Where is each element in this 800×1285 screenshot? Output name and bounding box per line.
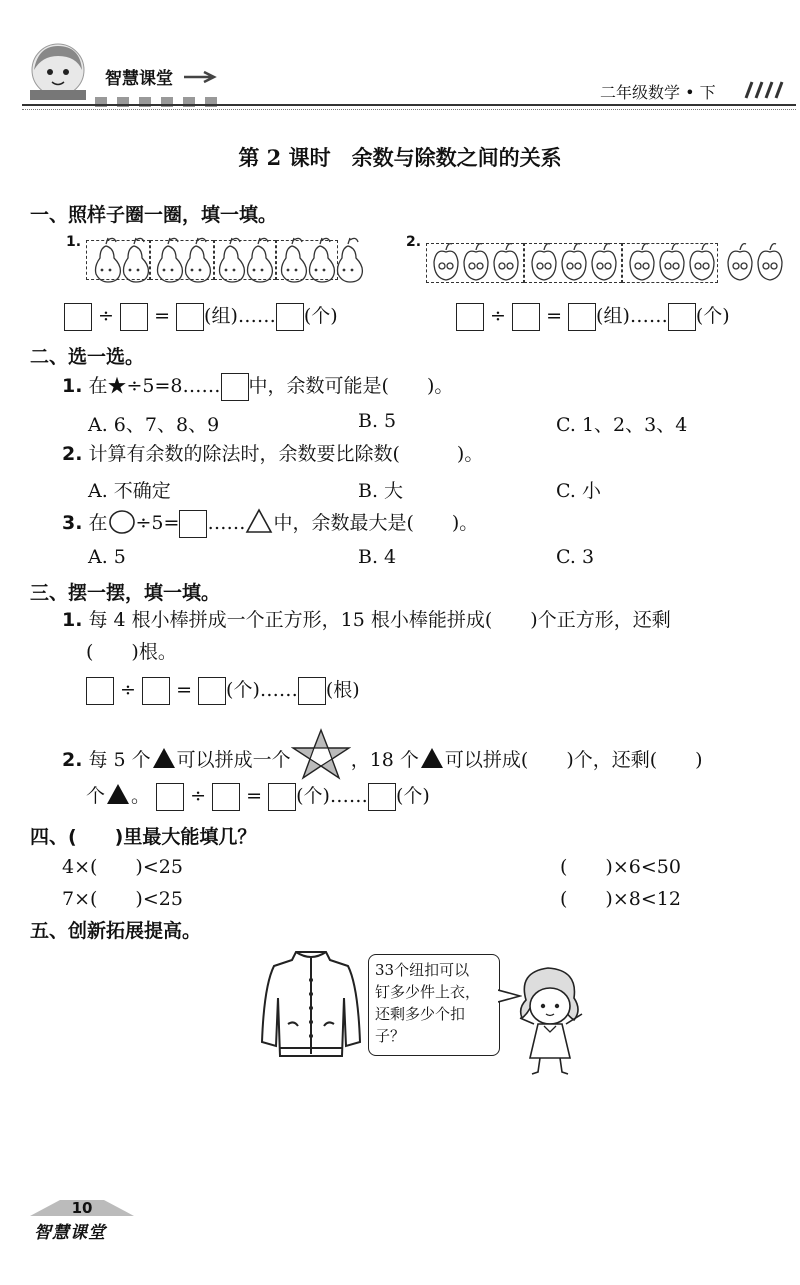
section2-heading: 二、选一选。 (30, 346, 145, 368)
s3-q1-line2: ( )根。 (86, 641, 177, 663)
answer-box[interactable] (179, 510, 207, 538)
s2-q3-option-b[interactable]: B. 4 (358, 546, 397, 568)
circle-icon (108, 509, 136, 535)
arrow-icon (182, 70, 222, 84)
header-rule-dotted (22, 109, 796, 110)
jacket-icon (258, 946, 364, 1062)
header-rule (22, 104, 796, 106)
s1-q1-answer-row: ÷ = (组)…… (个) (64, 302, 338, 331)
bubble-line-4: 子？ (375, 1027, 406, 1045)
answer-box[interactable] (512, 303, 540, 331)
s2-q3-option-a[interactable]: A. 5 (88, 546, 126, 568)
s1-q2-answer-row: ÷ = (组)…… (个) (456, 302, 730, 331)
answer-box[interactable] (668, 303, 696, 331)
s2-q1-option-c[interactable]: C. 1、2、3、4 (556, 414, 688, 436)
s2-q1: 1. 在★÷5=8…… 中，余数可能是( )。 (62, 372, 453, 401)
answer-box[interactable] (86, 677, 114, 705)
header-brand: 智慧课堂 (105, 69, 173, 89)
answer-box[interactable] (268, 783, 296, 811)
girl-mascot-icon (22, 42, 92, 104)
bubble-line-2: 钉多少件上衣， (375, 983, 481, 1001)
pears-icon (88, 236, 368, 284)
s4-item-4[interactable]: ( )×8<12 (560, 888, 681, 910)
answer-box[interactable] (64, 303, 92, 331)
bubble-line-3: 还剩多少个扣 (375, 1005, 466, 1023)
answer-box[interactable] (456, 303, 484, 331)
answer-box[interactable] (368, 783, 396, 811)
apples-icon (428, 240, 800, 284)
s2-q3-option-c[interactable]: C. 3 (556, 546, 595, 568)
speech-bubble (368, 954, 500, 1056)
slash-icon (738, 80, 788, 100)
s2-q1-option-b[interactable]: B. 5 (358, 410, 397, 432)
s4-item-1[interactable]: 4×( )<25 (62, 856, 183, 878)
answer-box[interactable] (198, 677, 226, 705)
answer-box[interactable] (276, 303, 304, 331)
lesson-title: 第 2 课时 余数与除数之间的关系 (238, 145, 562, 170)
s3-q1-answer-row: ÷ = (个)…… (根) (86, 676, 360, 705)
section4-heading: 四、( )里最大能填几？ (30, 826, 257, 848)
s3-q2-line2: 个 。 ÷ = (个)…… (个) (86, 782, 430, 811)
s2-q2-option-b[interactable]: B. 大 (358, 480, 404, 502)
answer-box[interactable] (568, 303, 596, 331)
answer-box[interactable] (120, 303, 148, 331)
page-number: 10 (71, 1199, 93, 1217)
section3-heading: 三、摆一摆，填一填。 (30, 582, 221, 604)
s3-q1-line1: 1. 每 4 根小棒拼成一个正方形，15 根小棒能拼成( )个正方形，还剩 (62, 609, 671, 631)
s4-item-2[interactable]: ( )×6<50 (560, 856, 681, 878)
answer-box[interactable] (156, 783, 184, 811)
section1-heading: 一、照样子圈一圈，填一填。 (30, 204, 278, 226)
s2-q2-option-a[interactable]: A. 不确定 (88, 480, 171, 502)
section5-heading: 五、创新拓展提高。 (30, 920, 202, 942)
answer-box[interactable] (298, 677, 326, 705)
s1-q2-label: 2. (406, 234, 422, 250)
black-triangle-icon (153, 748, 175, 768)
answer-box[interactable] (212, 783, 240, 811)
bubble-line-1: 33个纽扣可以 (375, 961, 470, 979)
black-triangle-icon (421, 748, 443, 768)
s2-q2-option-c[interactable]: C. 小 (556, 480, 601, 502)
s3-q2-line1: 2. 每 5 个 可以拼成一个 ，18 个 可以拼成( )个，还剩( ) (62, 728, 703, 780)
star-of-triangles-icon (291, 728, 351, 780)
s1-q1-label: 1. (66, 234, 82, 250)
answer-box[interactable] (221, 373, 249, 401)
girl-icon (512, 962, 592, 1078)
footer-brand: 智慧课堂 (34, 1223, 106, 1243)
triangle-outline-icon (245, 508, 273, 534)
s2-q1-option-a[interactable]: A. 6、7、8、9 (88, 414, 220, 436)
s4-item-3[interactable]: 7×( )<25 (62, 888, 183, 910)
s2-q3: 3. 在 ÷5= …… 中，余数最大是( )。 (62, 508, 478, 538)
s2-q2: 2. 计算有余数的除法时，余数要比除数( )。 (62, 443, 484, 465)
answer-box[interactable] (176, 303, 204, 331)
header (0, 0, 800, 120)
header-grade: 二年级数学 • 下 (600, 83, 716, 102)
black-triangle-icon (107, 784, 129, 804)
answer-box[interactable] (142, 677, 170, 705)
